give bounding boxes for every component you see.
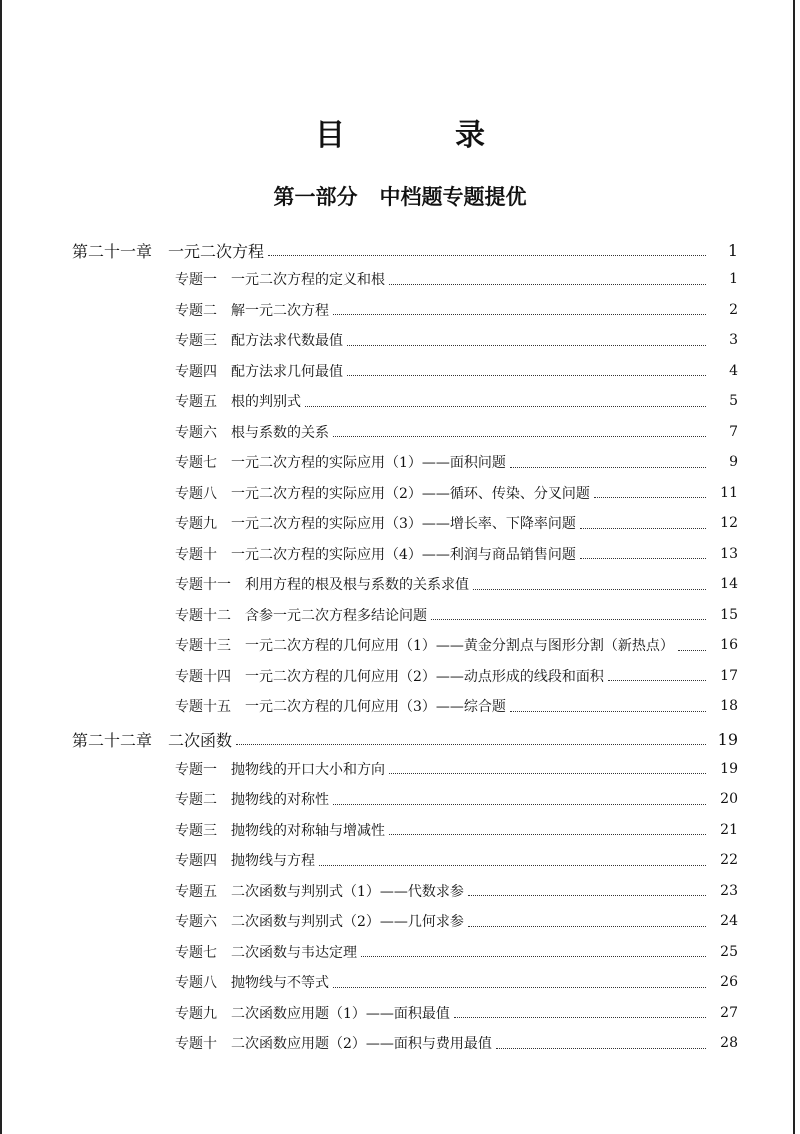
page-number: 15 [720,606,738,623]
chapter-name: 二次函数 [168,731,233,750]
page-number: 12 [720,515,738,532]
topic-title [175,881,464,901]
page-number: 18 [720,698,738,715]
topic-title [175,605,427,625]
topic-title [175,391,301,411]
dot-leader [510,467,706,468]
page-number: 25 [720,943,738,960]
topic-title [175,635,674,655]
topic-name: 一元二次方程的定义和根 [231,272,385,289]
toc-topic-entry[interactable] [0,508,800,539]
toc-topic-entry[interactable] [0,539,800,570]
dot-leader [389,834,706,835]
topic-number: 专题十一 [175,577,231,594]
topic-name: 一元二次方程的实际应用（4）——利润与商品销售问题 [231,546,576,563]
dot-leader [236,744,706,745]
dot-leader [510,711,706,712]
page-number: 1 [729,271,738,288]
topic-number: 专题九 [175,516,217,533]
topic-title [175,330,343,350]
toc-topic-entry[interactable] [0,600,800,631]
chapter-number: 第二十一章 [72,241,153,261]
dot-leader [361,956,706,957]
topic-name: 一元二次方程的实际应用（1）——面积问题 [231,455,506,472]
dot-leader [333,987,706,988]
topic-name: 一元二次方程的几何应用（2）——动点形成的线段和面积 [245,668,604,685]
dot-leader [580,528,706,529]
topic-name: 含参一元二次方程多结论问题 [245,607,427,624]
dot-leader [333,314,706,315]
topic-name: 配方法求几何最值 [231,363,343,380]
topic-title [175,1033,492,1053]
topic-number: 专题三 [175,333,217,350]
topic-number: 专题七 [175,944,217,961]
toc-topic-entry[interactable] [0,569,800,600]
part-name: 中档题专题提优 [379,184,527,209]
page-number: 16 [720,637,738,654]
topic-title [175,972,329,992]
topic-title [175,361,343,381]
page-number: 23 [720,882,738,899]
toc-topic-entry[interactable] [0,661,800,692]
dot-leader [305,406,706,407]
topic-name: 配方法求代数最值 [231,333,343,350]
page-number: 19 [717,730,738,749]
topic-name: 一元二次方程的实际应用（2）——循环、传染、分叉问题 [231,485,590,502]
topic-name: 一元二次方程的实际应用（3）——增长率、下降率问题 [231,516,576,533]
page-number: 2 [729,301,738,318]
toc-topic-entry[interactable] [0,937,800,968]
topic-number: 专题十五 [175,699,231,716]
topic-name: 抛物线的对称轴与增减性 [231,822,385,839]
page-number: 1 [727,240,738,260]
chapter-title [72,728,232,751]
topic-name: 二次函数与判别式（2）——几何求参 [231,914,464,931]
topic-number: 专题十 [175,1036,217,1053]
topic-title [175,850,315,870]
topic-number: 专题一 [175,272,217,289]
toc-topic-entry[interactable] [0,998,800,1029]
dot-leader [347,375,706,376]
toc-topic-entry[interactable] [0,356,800,387]
toc-topic-entry[interactable] [0,295,800,326]
page-number: 24 [720,913,738,930]
dot-leader [594,497,706,498]
topic-number: 专题二 [175,302,217,319]
dot-leader [496,1048,706,1049]
dot-leader [333,804,706,805]
page-number: 19 [720,760,738,777]
topic-title [175,300,329,320]
dot-leader [468,895,706,896]
page-number: 17 [720,667,738,684]
topic-number: 专题七 [175,455,217,472]
dot-leader [608,680,706,681]
topic-title [175,544,576,564]
toc-topic-entry[interactable] [0,906,800,937]
dot-leader [473,589,706,590]
dot-leader [319,865,706,866]
dot-leader [678,650,706,651]
toc-topic-entry[interactable] [0,264,800,295]
page-number: 22 [720,852,738,869]
topic-title [175,666,604,686]
topic-title [175,789,329,809]
dot-leader [389,773,706,774]
toc-topic-entry[interactable] [0,630,800,661]
topic-number: 专题五 [175,883,217,900]
topic-title [175,574,469,594]
topic-name: 抛物线与不等式 [231,975,329,992]
topic-number: 专题六 [175,424,217,441]
toc-topic-entry[interactable] [0,417,800,448]
page-number: 4 [729,362,738,379]
topic-name: 一元二次方程的几何应用（3）——综合题 [245,699,506,716]
topic-title [175,911,464,931]
chapter-name: 一元二次方程 [168,241,265,261]
chapter-number: 第二十二章 [72,731,153,750]
page-number: 5 [729,393,738,410]
page-number: 20 [720,791,738,808]
topic-number: 专题一 [175,761,217,778]
toc-topic-entry[interactable] [0,386,800,417]
toc-topic-entry[interactable] [0,1028,800,1059]
table-of-contents [0,236,800,1059]
topic-name: 抛物线的对称性 [231,792,329,809]
page-number: 3 [729,332,738,349]
topic-title [175,483,590,503]
toc-topic-entry[interactable] [0,876,800,907]
topic-number: 专题四 [175,853,217,870]
toc-chapter-entry[interactable] [0,726,800,754]
topic-number: 专题六 [175,914,217,931]
topic-name: 二次函数应用题（1）——面积最值 [231,1005,450,1022]
dot-leader [347,345,706,346]
page-title: 目 录 [315,118,525,153]
topic-title [175,1003,450,1023]
topic-title [175,513,576,533]
page-number: 14 [720,576,738,593]
toc-topic-entry[interactable] [0,754,800,785]
topic-number: 专题四 [175,363,217,380]
topic-number: 专题十二 [175,607,231,624]
topic-number: 专题十三 [175,638,231,655]
toc-topic-entry[interactable] [0,845,800,876]
toc-topic-entry[interactable] [0,691,800,722]
dot-leader [431,619,706,620]
topic-name: 二次函数与韦达定理 [231,944,357,961]
page-number: 9 [729,454,738,471]
topic-number: 专题三 [175,822,217,839]
topic-number: 专题十 [175,546,217,563]
topic-title [175,452,506,472]
topic-title [175,942,357,962]
toc-chapter-entry[interactable] [0,236,800,264]
topic-number: 专题八 [175,975,217,992]
page-number: 28 [720,1035,738,1052]
topic-name: 二次函数应用题（2）——面积与费用最值 [231,1036,492,1053]
dot-leader [389,284,706,285]
part-number: 第一部分 [273,184,358,209]
part-heading [0,181,800,211]
topic-name: 根与系数的关系 [231,424,329,441]
page-number: 7 [729,423,738,440]
topic-title [175,269,385,289]
page-number: 13 [720,545,738,562]
topic-number: 专题九 [175,1005,217,1022]
topic-title [175,820,385,840]
topic-number: 专题八 [175,485,217,502]
topic-name: 利用方程的根及根与系数的关系求值 [245,577,469,594]
toc-topic-entry[interactable] [0,478,800,509]
dot-leader [333,436,706,437]
page-number: 26 [720,974,738,991]
topic-name: 一元二次方程的几何应用（1）——黄金分割点与图形分割（新热点） [245,638,674,655]
toc-topic-entry[interactable] [0,967,800,998]
toc-topic-entry[interactable] [0,784,800,815]
topic-name: 抛物线的开口大小和方向 [231,761,385,778]
topic-name: 抛物线与方程 [231,853,315,870]
chapter-title [72,239,264,262]
page-number: 11 [720,484,738,501]
toc-topic-entry[interactable] [0,815,800,846]
page-number: 21 [720,821,738,838]
topic-number: 专题二 [175,792,217,809]
dot-leader [468,926,706,927]
topic-title [175,759,385,779]
toc-topic-entry[interactable] [0,447,800,478]
dot-leader [580,558,706,559]
dot-leader [454,1017,706,1018]
topic-title [175,422,329,442]
topic-name: 根的判别式 [231,394,301,411]
topic-title [175,696,506,716]
topic-name: 二次函数与判别式（1）——代数求参 [231,883,464,900]
topic-number: 专题五 [175,394,217,411]
page-number: 27 [720,1004,738,1021]
topic-name: 解一元二次方程 [231,302,329,319]
dot-leader [268,255,706,256]
toc-topic-entry[interactable] [0,325,800,356]
topic-number: 专题十四 [175,668,231,685]
